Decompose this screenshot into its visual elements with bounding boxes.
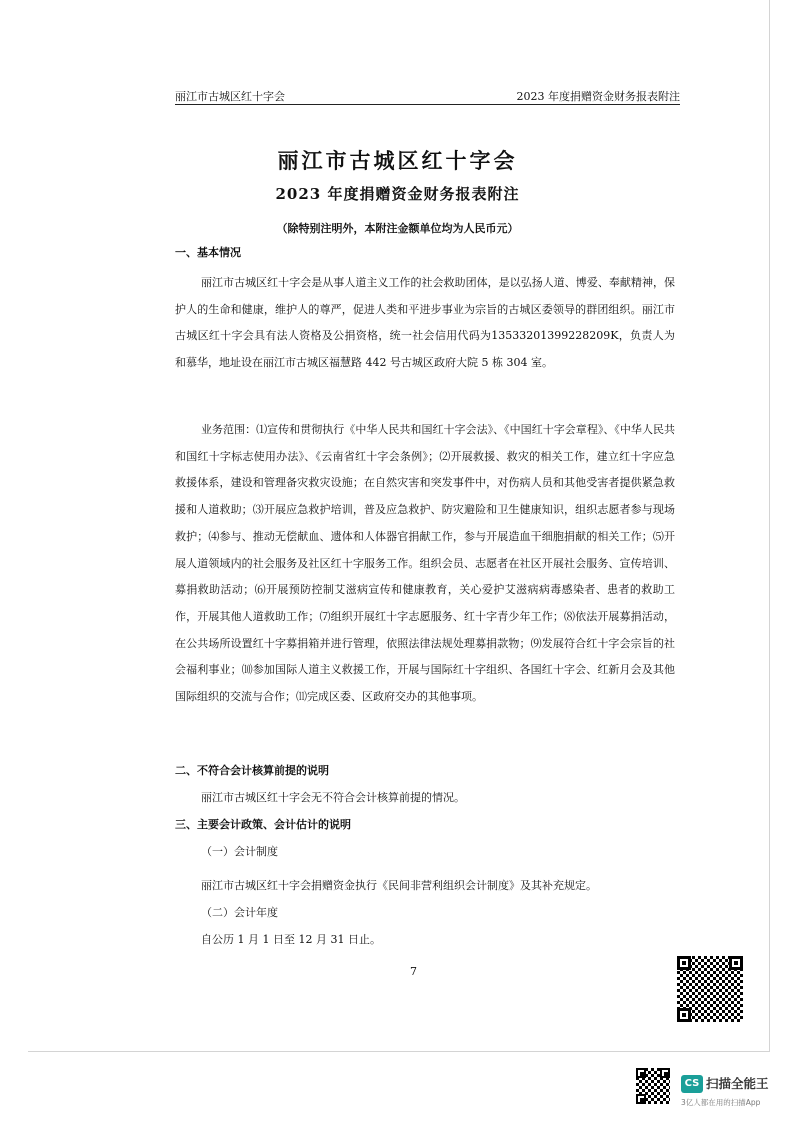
section-3-paragraph-1: 丽江市古城区红十字会捐赠资金执行《民间非营利组织会计制度》及其补充规定。: [201, 879, 597, 892]
section-3-heading: 三、主要会计政策、会计估计的说明: [175, 818, 351, 831]
section-1-paragraph-1: 丽江市古城区红十字会是从事人道主义工作的社会救助团体，是以弘扬人道、博爱、奉献精神，保护人的生命和健康，维护人的尊严，促进人类和平进步事业为宗旨的古城区委领导的群团组织。丽江市古城区红十字会具有法人资格及公捐资格，统一社会信用代码为13533201399228209K，负责人为和慕华，地址设在丽江市古城区福慧路 442 号古城区政府大院 5 栋 304 室。: [175, 276, 675, 370]
section-2-paragraph: 丽江市古城区红十字会无不符合会计核算前提的情况。: [201, 791, 465, 804]
page-header: [175, 86, 680, 105]
document-title: 丽江市古城区红十字会: [277, 148, 518, 173]
section-3-paragraph-2: 自公历 1 月 1 日至 12 月 31 日止。: [201, 933, 381, 946]
section-3-subheading-1: （一）会计制度: [201, 845, 278, 858]
section-1-heading: 一、基本情况: [175, 246, 241, 259]
camscanner-logo-icon: CS: [681, 1075, 703, 1093]
currency-note: （除特别注明外，本附注金额单位均为人民币元）: [276, 222, 519, 235]
camscanner-name: 扫描全能王: [706, 1076, 769, 1091]
scanner-qr-code-icon: [636, 1068, 670, 1104]
section-3-subheading-2: （二）会计年度: [201, 906, 278, 919]
qr-code-icon: [677, 956, 743, 1022]
page-number: 7: [410, 965, 417, 978]
section-1-paragraph-2: 业务范围：⑴宣传和贯彻执行《中华人民共和国红十字会法》、《中国红十字会章程》、《中华人民共和国红十字标志使用办法》、《云南省红十字会条例》；⑵开展救援、救灾的相关工作，建立红十字应急救援体系，建设和管理备灾救灾设施；在自然灾害和突发事件中，对伤病人员和其他受害者提供紧急救援和人道救助；⑶开展应急救护培训，普及应急救护、防灾避险和卫生健康知识，组织志愿者参与现场救护；⑷参与、推动无偿献血、遗体和人体器官捐献工作，参与开展造血干细胞捐献的相关工作；⑸开展人道领域内的社会服务及社区红十字服务工作。组织会员、志愿者在社区开展社会服务、宣传培训、募捐救助活动；⑹开展预防控制艾滋病宣传和健康教育，关心爱护艾滋病病毒感染者、患者的救助工作，开展其他人道救助工作；⑺组织开展红十字志愿服务、红十字青少年工作；⑻依法开展募捐活动，在公共场所设置红十字募捐箱并进行管理，依照法律法规处理募捐款物；⑼发展符合红十字会宗旨的社会福利事业；⑽参加国际人道主义救援工作，开展与国际红十字组织、各国红十字会、红新月会及其他国际组织的交流与合作；⑾完成区委、区政府交办的其他事项。: [175, 423, 675, 704]
document-subtitle: 2023 年度捐赠资金财务报表附注: [275, 185, 520, 203]
header-doc-title: 2023 年度捐赠资金财务报表附注: [516, 90, 680, 103]
section-2-heading: 二、不符合会计核算前提的说明: [175, 764, 329, 777]
header-org-name: 丽江市古城区红十字会: [175, 90, 285, 103]
camscanner-tagline: 3亿人都在用的扫描App: [681, 1098, 761, 1107]
